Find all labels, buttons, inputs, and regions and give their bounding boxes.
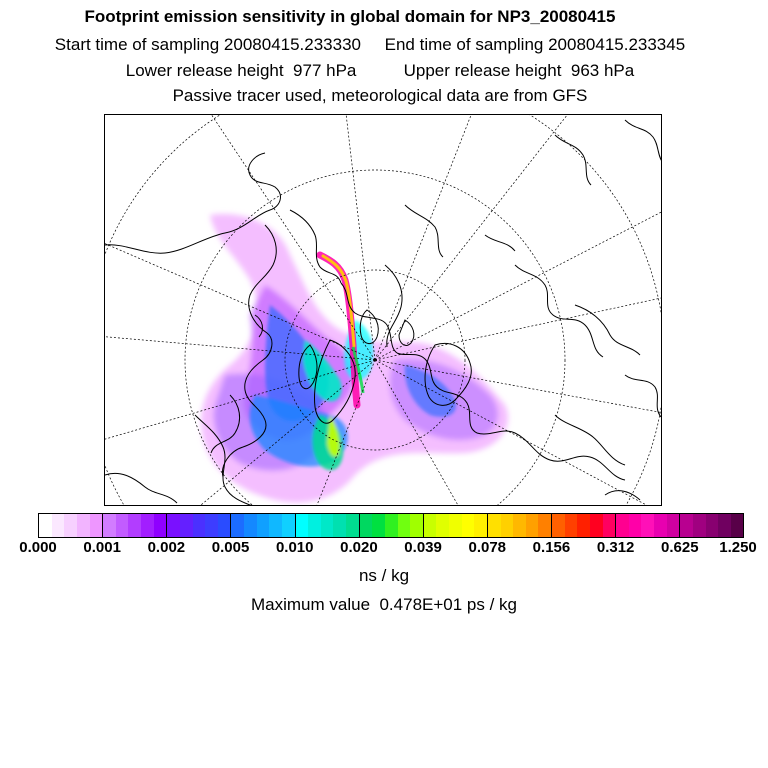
color-scale-cell <box>538 514 552 537</box>
color-scale-cell <box>474 514 488 537</box>
sampling-time-line: Start time of sampling 20080415.233330 End time of sampling 20080415.233345 <box>54 35 686 54</box>
color-scale-cell <box>680 514 693 537</box>
color-scale-tick-label: 0.000 <box>19 539 57 556</box>
color-scale-cell <box>424 514 437 537</box>
color-scale-cell <box>167 514 180 537</box>
color-scale-cell <box>577 514 590 537</box>
color-scale-cell <box>180 514 193 537</box>
color-scale-cell <box>552 514 565 537</box>
color-scale-cell <box>269 514 282 537</box>
color-scale-cell <box>154 514 168 537</box>
color-scale-cell <box>410 514 424 537</box>
color-scale-cell <box>372 514 385 537</box>
color-scale-tick-label: 0.078 <box>468 539 507 556</box>
color-scale-cell <box>488 514 501 537</box>
color-scale-cell <box>731 514 744 537</box>
color-scale-tick-label: 0.039 <box>404 539 442 556</box>
color-scale-cell <box>346 514 360 537</box>
color-scale-cell <box>128 514 141 537</box>
color-scale-cell <box>103 514 116 537</box>
color-scale-cell <box>116 514 129 537</box>
color-scale-tick-label: 0.001 <box>83 539 121 556</box>
tracer-info-line: Passive tracer used, meteorological data are from GFS <box>172 86 588 105</box>
color-scale-cell <box>321 514 334 537</box>
color-scale-cell <box>565 514 578 537</box>
color-scale-cell <box>501 514 514 537</box>
color-scale-cell <box>296 514 309 537</box>
color-scale-cell <box>667 514 681 537</box>
color-scale-cell <box>39 514 52 537</box>
color-scale-cell <box>629 514 642 537</box>
color-scale-tick-label: 0.005 <box>211 539 250 556</box>
color-scale-cell <box>693 514 706 537</box>
map-panel <box>104 114 662 506</box>
color-scale-cell <box>526 514 539 537</box>
color-scale-cell <box>52 514 65 537</box>
units-label: ns / kg <box>358 566 410 585</box>
color-scale-labels <box>0 539 768 559</box>
color-scale-cell <box>616 514 629 537</box>
color-scale-cell <box>257 514 270 537</box>
color-scale-cell <box>282 514 296 537</box>
color-scale-cell <box>360 514 373 537</box>
color-scale-cell <box>231 514 244 537</box>
map-title: Footprint emission sensitivity in global domain for NP3_20080415 <box>84 7 616 26</box>
color-scale-cell <box>244 514 257 537</box>
color-scale-tick-label: 0.002 <box>147 539 186 556</box>
color-scale-tick-label: 0.625 <box>661 539 699 556</box>
color-scale-cell <box>706 514 719 537</box>
color-scale-cell <box>513 514 526 537</box>
color-scale-cell <box>333 514 346 537</box>
color-scale-tick-label: 0.156 <box>532 539 571 556</box>
color-scale-cell <box>64 514 77 537</box>
color-scale-cell <box>641 514 654 537</box>
color-scale-cell <box>436 514 449 537</box>
color-scale-cell <box>205 514 218 537</box>
color-scale-bar <box>38 513 744 538</box>
color-scale-cell <box>308 514 321 537</box>
polar-map <box>105 115 662 506</box>
color-scale-tick-label: 1.250 <box>719 539 757 556</box>
color-scale-cell <box>718 514 731 537</box>
color-scale-cell <box>449 514 462 537</box>
color-scale-cell <box>193 514 206 537</box>
color-scale-cell <box>141 514 154 537</box>
color-scale-cell <box>462 514 475 537</box>
color-scale-cell <box>90 514 104 537</box>
maximum-value-label: Maximum value 0.478E+01 ps / kg <box>251 595 517 614</box>
color-scale-cell <box>218 514 232 537</box>
release-height-line: Lower release height 977 hPa Upper release height 963 hPa <box>125 61 635 80</box>
color-scale-cell <box>590 514 603 537</box>
color-scale-cell <box>77 514 90 537</box>
color-scale-tick-label: 0.312 <box>596 539 635 556</box>
color-scale-cell <box>398 514 411 537</box>
color-scale-tick-label: 0.010 <box>275 539 314 556</box>
color-scale-cell <box>654 514 667 537</box>
color-scale-tick-label: 0.020 <box>340 539 378 556</box>
color-scale-cell <box>385 514 398 537</box>
color-scale-cell <box>603 514 617 537</box>
